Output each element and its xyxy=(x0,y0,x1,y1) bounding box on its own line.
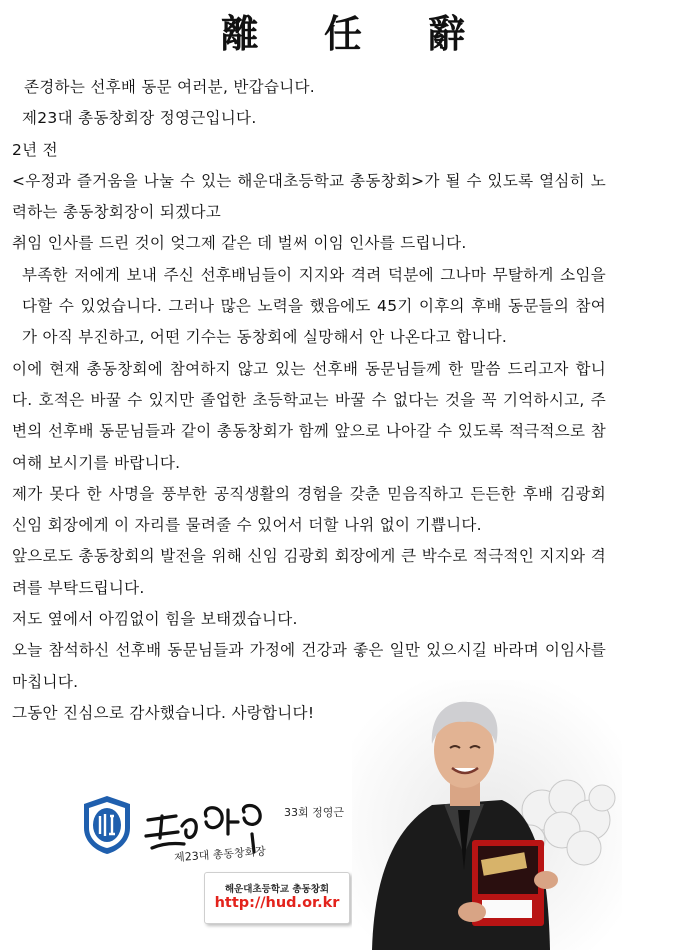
paragraph-support-request: 앞으로도 총동창회의 발전을 위해 신임 김광회 회장에게 큰 박수로 적극적인 지지와 격려를 부탁드립니다. xyxy=(12,547,606,597)
school-emblem-icon xyxy=(80,794,134,856)
paragraph-wishes: 오늘 참석하신 선후배 동문님들과 가정에 건강과 좋은 일만 있으시길 바라며 이임사를 마칩니다. xyxy=(12,641,606,691)
farewell-letter-body xyxy=(12,72,606,729)
association-name: 해운대초등학교 총동창회 xyxy=(224,884,330,895)
paragraph-two-years-ago: 2년 전 xyxy=(12,140,58,159)
signature-title-label: 제23대 총동창회장 xyxy=(173,844,267,865)
paragraph-closing: 그동안 진심으로 감사했습니다. 사랑합니다! xyxy=(12,703,315,722)
page-title: 離 任 辭 xyxy=(220,11,492,56)
handwritten-signature xyxy=(136,776,336,876)
paragraph-pledge: <우정과 즐거움을 나눌 수 있는 해운대초등학교 총동창회>가 될 수 있도록 열심히 노력하는 총동창회장이 되겠다고 xyxy=(12,171,606,222)
association-website-link[interactable]: http://hud.or.kr xyxy=(214,895,340,911)
paragraph-appeal: 이에 현재 총동창회에 참여하지 않고 있는 선후배 동문님들께 한 말씀 드리고자 합니다. 호적은 바꿀 수 있지만 졸업한 초등학교는 바꿀 수 없다는 것을 꼭 기억하시고, 주변의 선후배 동문님들과 같이 총동창회가 함께 앞으로 나아갈 수 있도록 적극적으로 참여해 보시기를 바랍니다. xyxy=(12,359,606,472)
paragraph-thanks: 부족한 저에게 보내 주신 선후배님들이 지지와 격려 덕분에 그나마 무탈하게 소임을 다할 수 있었습니다. 그러나 많은 노력을 했음에도 45기 이후의 후배 동문들의 참여가 아직 부진하고, 어떤 기수는 동창회에 실망해서 안 나온다고 합니다. xyxy=(22,265,606,347)
paragraph-help: 저도 옆에서 아낌없이 힘을 보태겠습니다. xyxy=(12,610,298,629)
signature-class-label: 33회 정영근 xyxy=(284,806,344,819)
paragraph-greeting: 존경하는 선후배 동문 여러분, 반갑습니다. xyxy=(24,78,316,96)
paragraph-farewell-intro: 취임 인사를 드린 것이 엊그제 같은 데 벌써 이임 인사를 드립니다. xyxy=(12,234,467,253)
association-card xyxy=(204,872,350,924)
president-photo xyxy=(352,680,622,950)
paragraph-successor: 제가 못다 한 사명을 풍부한 공직생활의 경험을 갖춘 믿음직하고 든든한 후배 김광회 신임 회장에게 이 자리를 물려줄 수 있어서 더할 나위 없이 기쁩니다. xyxy=(12,484,606,535)
paragraph-introduction: 제23대 총동창회장 정영근입니다. xyxy=(22,109,257,128)
